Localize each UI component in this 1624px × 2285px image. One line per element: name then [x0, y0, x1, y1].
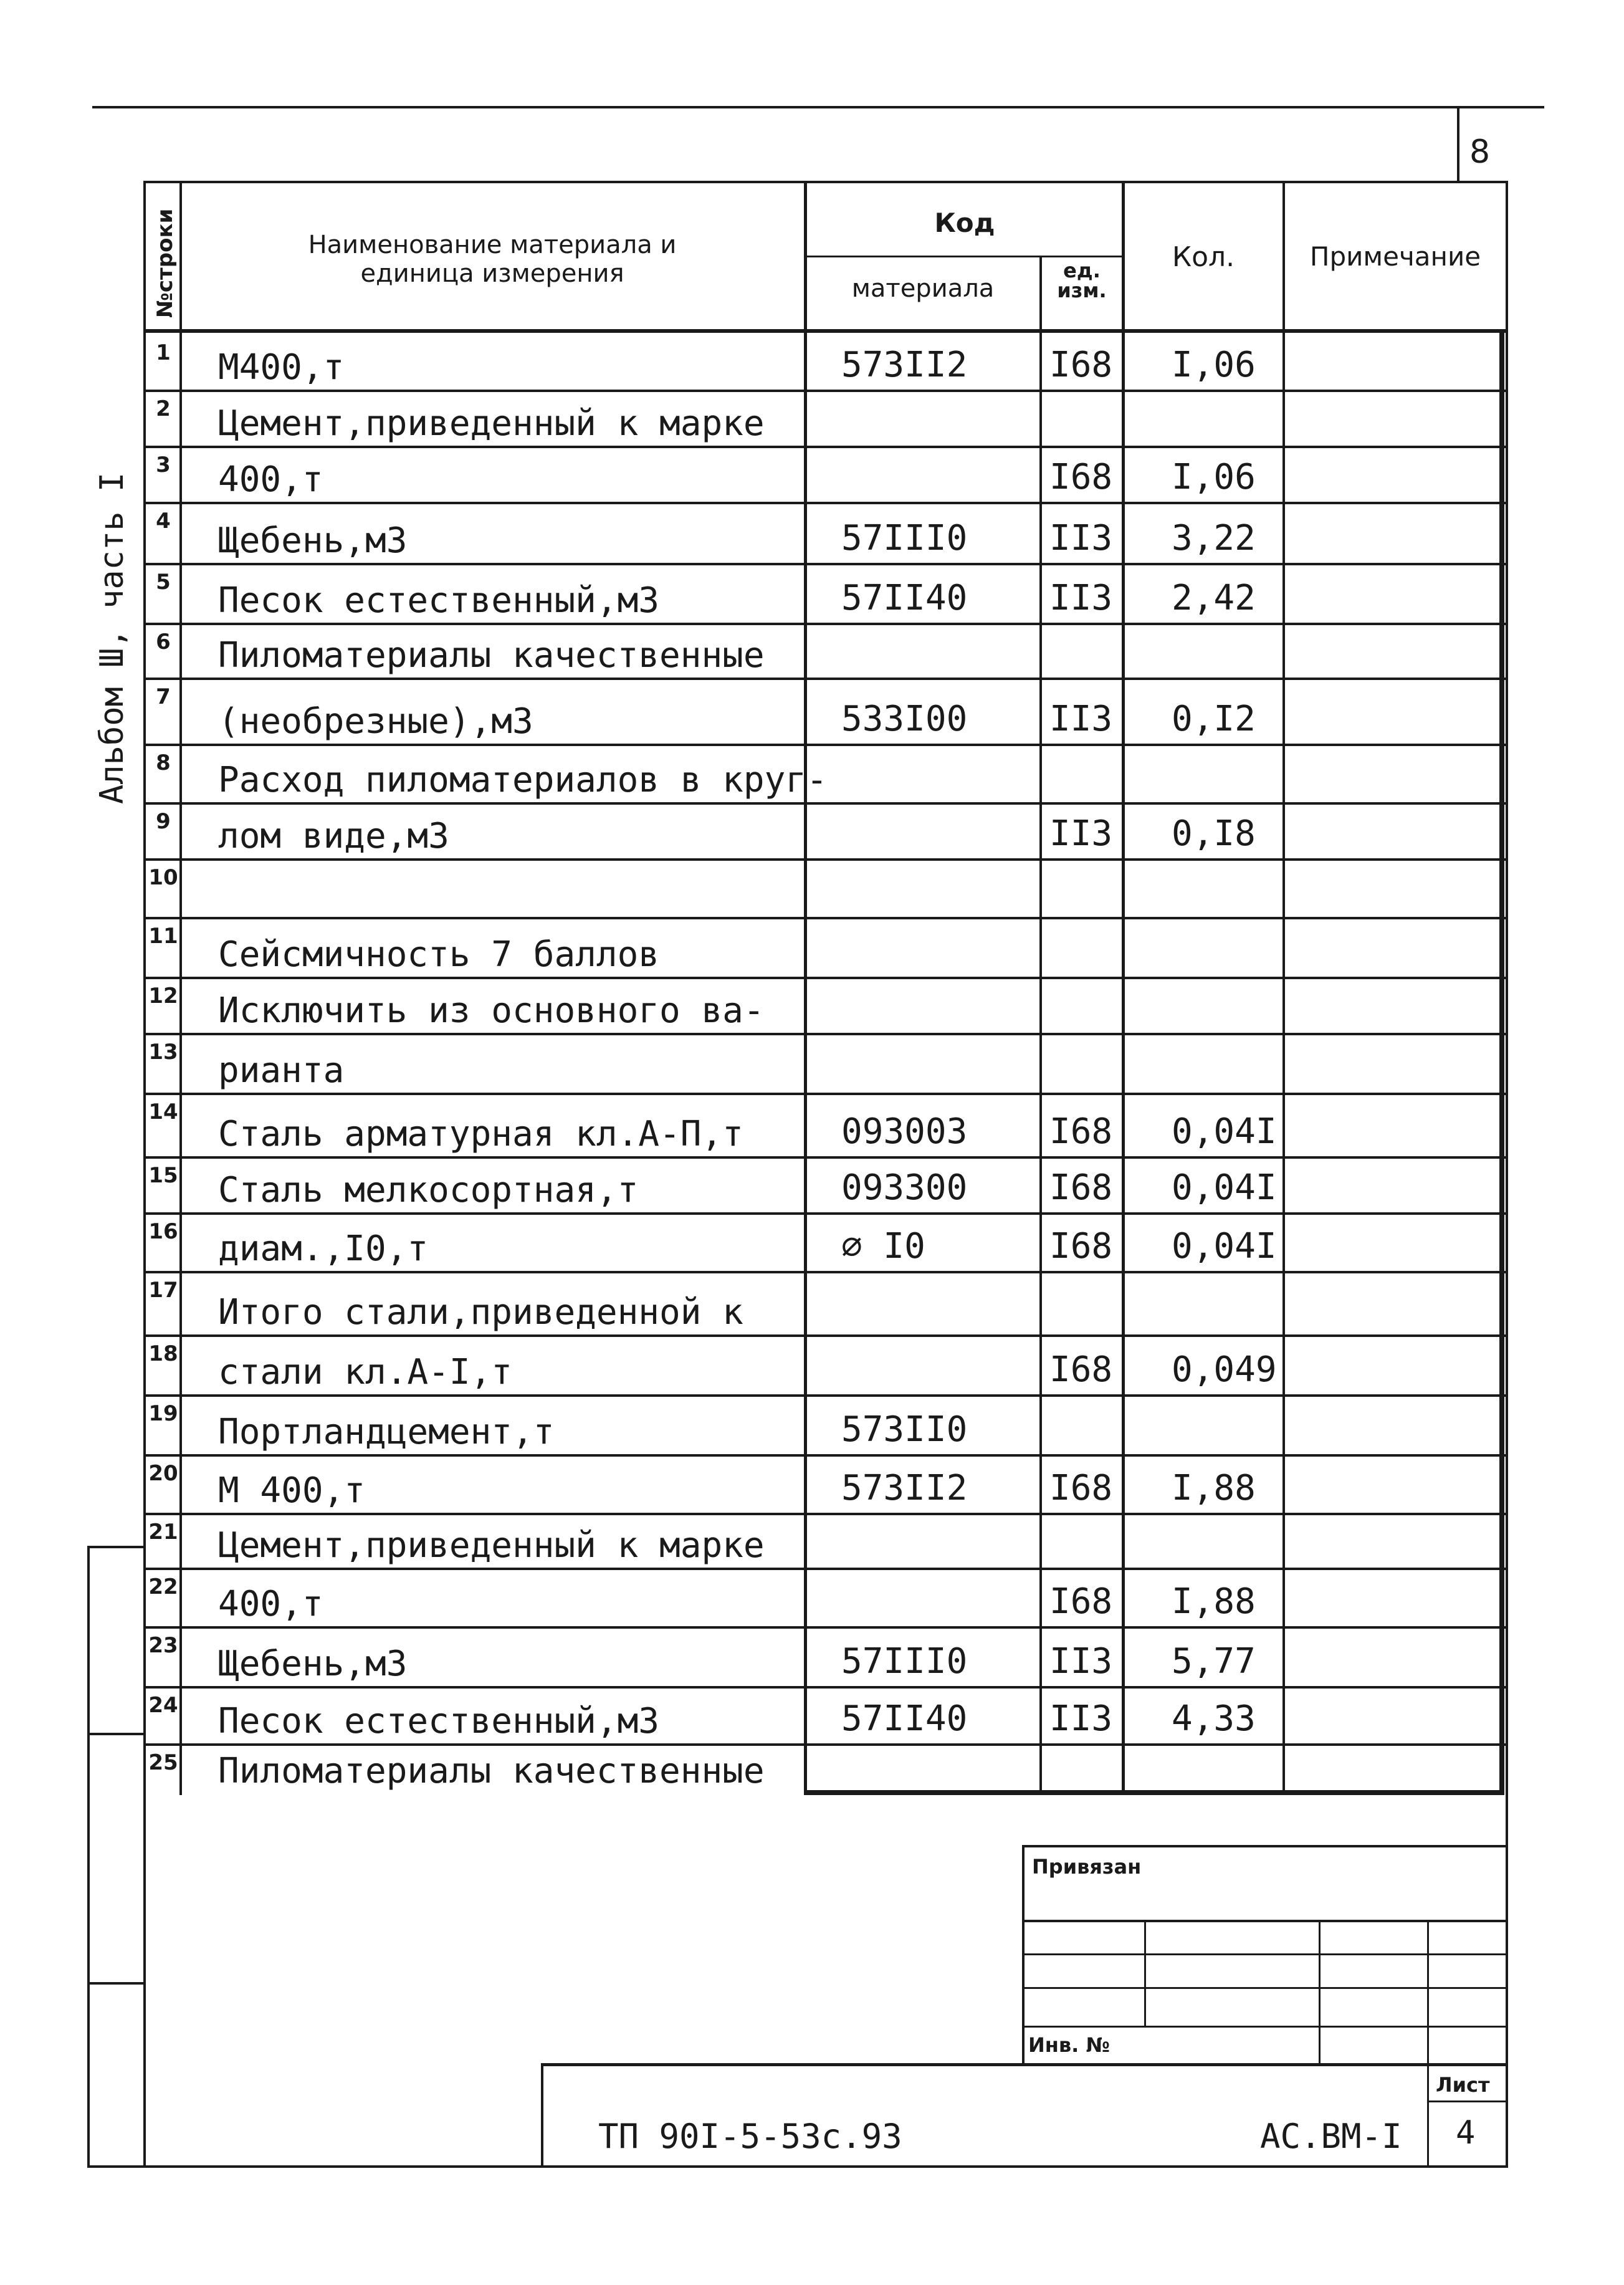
margin-box-left	[87, 1546, 90, 2168]
material-name: М400,т	[218, 347, 345, 388]
material-name: диам.,I0,т	[218, 1229, 429, 1269]
row-number: 24	[148, 1693, 178, 1718]
page-number-box-left	[1457, 106, 1459, 181]
row-divider	[143, 446, 1506, 448]
stamp-line-4	[1022, 2026, 1508, 2028]
unit-code: I68	[1049, 1226, 1113, 1267]
header-bottom	[143, 329, 1508, 333]
col-sep-name	[804, 181, 807, 1795]
row-divider	[143, 678, 1506, 680]
material-code: 573II2	[841, 1468, 968, 1508]
quantity: 0,I2	[1172, 699, 1256, 739]
row-number: 20	[148, 1461, 178, 1486]
material-name: (необрезные),м3	[218, 701, 533, 742]
material-code: 093003	[841, 1111, 968, 1152]
stamp-col-2	[1319, 1920, 1321, 2063]
row-divider	[143, 1033, 1506, 1035]
material-code: 093300	[841, 1167, 968, 1208]
quantity: 0,I8	[1172, 813, 1256, 854]
material-name: 400,т	[218, 459, 323, 500]
material-name: Исключить из основного ва-	[218, 990, 765, 1031]
bold-right	[1499, 330, 1504, 1795]
quantity: I,06	[1172, 457, 1256, 497]
row-number: 10	[148, 865, 178, 890]
material-name: Пиломатериалы качественные	[218, 1751, 765, 1791]
row-divider	[143, 563, 1506, 565]
unit-code: I68	[1049, 1167, 1113, 1208]
material-name: Расход пиломатериалов в круг-	[218, 760, 828, 800]
material-name: Песок естественный,м3	[218, 580, 660, 621]
stamp-inv-label: Инв. №	[1028, 2033, 1110, 2057]
header-qty: Кол.	[1172, 241, 1235, 273]
row-number: 9	[156, 809, 171, 834]
row-divider	[143, 1626, 1506, 1629]
material-name: Итого стали,приведенной к	[218, 1292, 743, 1333]
quantity: 0,049	[1172, 1349, 1277, 1390]
row-divider	[143, 502, 1506, 504]
row-number: 5	[156, 570, 171, 595]
row-divider	[143, 390, 1506, 392]
frame-left	[143, 181, 146, 2168]
row-divider	[143, 858, 1506, 861]
stamp-line-1	[1022, 1920, 1508, 1922]
row-divider	[143, 1212, 1506, 1215]
margin-box-mid1	[87, 1733, 146, 1735]
row-number: 25	[148, 1750, 178, 1775]
row-divider	[143, 1513, 1506, 1515]
document-mark: АС.ВМ-I	[1260, 2117, 1402, 2156]
unit-code: II3	[1049, 518, 1113, 558]
frame-bottom	[87, 2165, 1508, 2168]
row-number: 8	[156, 750, 171, 775]
row-number: 7	[156, 684, 171, 709]
material-code: 57II40	[841, 1698, 968, 1739]
row-number: 1	[156, 340, 171, 365]
material-name: Песок естественный,м3	[218, 1701, 660, 1741]
material-code: 533I00	[841, 699, 968, 739]
row-number: 11	[148, 924, 178, 949]
title-block-top	[541, 2063, 1508, 2066]
unit-code: II3	[1049, 578, 1113, 618]
row-divider	[143, 917, 1506, 919]
material-name: Цемент,приведенный к марке	[218, 1525, 765, 1566]
stamp-line-3	[1022, 1987, 1508, 1989]
unit-code: I68	[1049, 1581, 1113, 1622]
row-number: 2	[156, 396, 171, 421]
header-note: Примечание	[1309, 241, 1481, 272]
material-name: стали кл.А-I,т	[218, 1352, 513, 1392]
material-name: Портландцемент,т	[218, 1412, 555, 1452]
material-code: 573II2	[841, 345, 968, 385]
material-code: ∅ I0	[841, 1226, 925, 1267]
stamp-line-2	[1022, 1953, 1508, 1955]
header-code-unit: ед. изм.	[1057, 259, 1107, 302]
quantity: I,88	[1172, 1581, 1256, 1622]
unit-code: I68	[1049, 1468, 1113, 1508]
unit-code: II3	[1049, 813, 1113, 854]
material-code: 57III0	[841, 1641, 968, 1682]
row-number: 21	[148, 1520, 178, 1545]
unit-code: II3	[1049, 1698, 1113, 1739]
quantity: 3,22	[1172, 518, 1256, 558]
document-designation: ТП 90I-5-53с.93	[598, 2117, 902, 2156]
row-divider	[143, 1743, 1506, 1746]
unit-code: I68	[1049, 1349, 1113, 1390]
material-code: 573II0	[841, 1409, 968, 1450]
material-name: Сталь мелкосортная,т	[218, 1170, 639, 1210]
quantity: 0,04I	[1172, 1111, 1277, 1152]
quantity: 0,04I	[1172, 1167, 1277, 1208]
material-name: лом виде,м3	[218, 816, 449, 856]
material-code: 57III0	[841, 518, 968, 558]
row-number: 13	[148, 1040, 178, 1065]
stamp-linked-top	[1022, 1845, 1508, 1847]
row-number: 14	[148, 1099, 178, 1124]
sheet-number: 4	[1456, 2114, 1476, 2152]
row-number: 22	[148, 1574, 178, 1599]
row-number: 6	[156, 630, 171, 654]
row-divider	[143, 1568, 1506, 1570]
row-number: 16	[148, 1219, 178, 1244]
stamp-col-3	[1427, 1920, 1429, 2165]
margin-box-mid2	[87, 1982, 146, 1985]
unit-code: II3	[1049, 699, 1113, 739]
row-number: 15	[148, 1163, 178, 1188]
quantity: I,88	[1172, 1468, 1256, 1508]
side-caption: Альбом Ш, часть I	[93, 472, 131, 804]
frame-right	[1506, 181, 1508, 2168]
quantity: 0,04I	[1172, 1226, 1277, 1267]
unit-code: I68	[1049, 1111, 1113, 1152]
row-divider	[143, 1156, 1506, 1159]
row-divider	[143, 1093, 1506, 1095]
material-name: Пиломатериалы качественные	[218, 635, 765, 676]
material-name: Щебень,м3	[218, 1644, 408, 1684]
col-sep-qty	[1282, 181, 1285, 1795]
row-number: 23	[148, 1633, 178, 1658]
row-divider	[143, 802, 1506, 805]
material-name: Сталь арматурная кл.А-П,т	[218, 1114, 743, 1154]
row-divider	[143, 623, 1506, 625]
header-row-no: №строки	[153, 208, 178, 318]
frame-top	[143, 181, 1508, 183]
header-code-sep	[804, 256, 1123, 257]
row-number: 12	[148, 984, 178, 1008]
page-number: 8	[1469, 133, 1491, 171]
row-divider	[143, 1271, 1506, 1273]
stamp-col-1	[1144, 1920, 1146, 2026]
material-name: 400,т	[218, 1584, 323, 1624]
sheet-label: Лист	[1436, 2073, 1490, 2097]
material-name: М 400,т	[218, 1470, 366, 1511]
row-divider	[143, 977, 1506, 979]
unit-code: II3	[1049, 1641, 1113, 1682]
row-number: 3	[156, 453, 171, 477]
row-divider	[143, 1394, 1506, 1397]
top-rule	[92, 106, 1544, 108]
col-sep-unit	[1122, 181, 1125, 1795]
row-number: 18	[148, 1341, 178, 1366]
row-divider	[143, 1334, 1506, 1337]
material-name: Цемент,приведенный к марке	[218, 403, 765, 444]
material-name: Сейсмичность 7 баллов	[218, 934, 660, 975]
row-number: 19	[148, 1401, 178, 1426]
col-sep-num	[179, 181, 182, 1795]
row-divider	[143, 1686, 1506, 1689]
bold-bottom	[804, 1790, 1504, 1795]
quantity: I,06	[1172, 345, 1256, 385]
unit-code: I68	[1049, 457, 1113, 497]
margin-box-top	[87, 1546, 146, 1548]
row-number: 4	[156, 509, 171, 534]
material-name: рианта	[218, 1050, 345, 1091]
row-divider	[143, 1454, 1506, 1457]
header-code-material: материала	[851, 274, 995, 303]
col-sep-code	[1039, 256, 1042, 1795]
material-code: 57II40	[841, 578, 968, 618]
stamp-linked-label: Привязан	[1032, 1855, 1142, 1879]
title-block-left	[541, 2063, 543, 2168]
unit-code: I68	[1049, 345, 1113, 385]
row-number: 17	[148, 1278, 178, 1303]
header-code: Код	[934, 208, 995, 238]
sheet-label-line	[1427, 2101, 1508, 2102]
row-divider	[143, 744, 1506, 746]
quantity: 4,33	[1172, 1698, 1256, 1739]
header-name: Наименование материала и единица измерения	[308, 231, 677, 288]
quantity: 2,42	[1172, 578, 1256, 618]
material-name: Щебень,м3	[218, 520, 408, 561]
quantity: 5,77	[1172, 1641, 1256, 1682]
